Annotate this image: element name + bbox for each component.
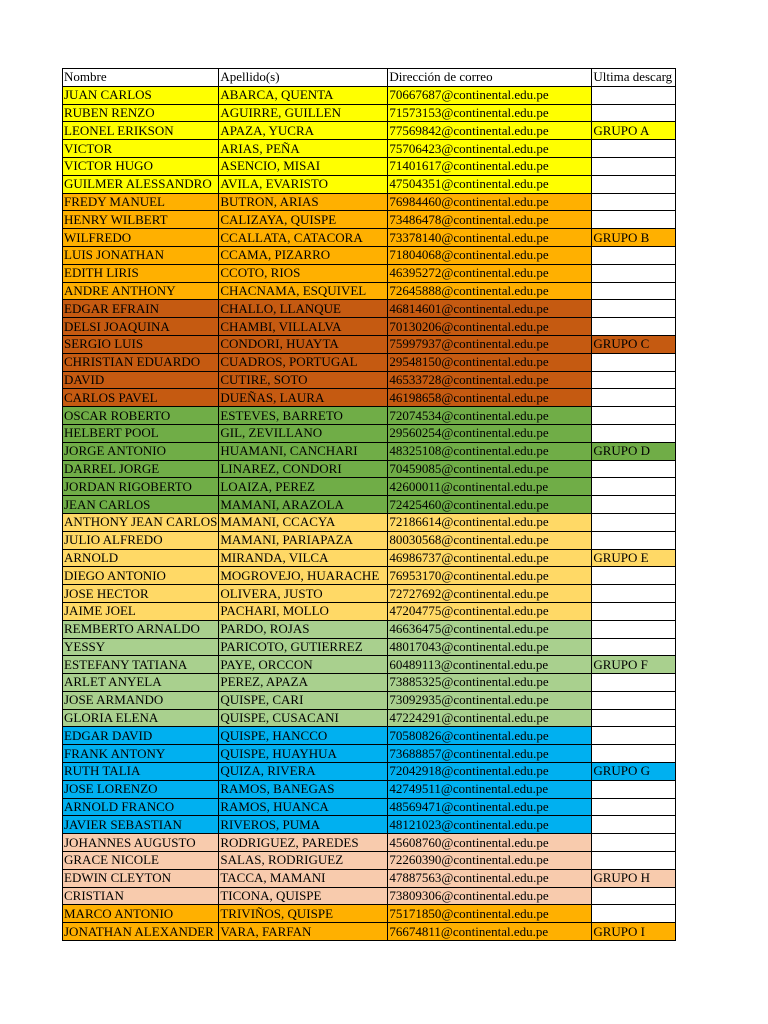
- table-row: [63, 923, 676, 941]
- cell-nombre[interactable]: EDGAR EFRAIN: [63, 300, 219, 318]
- table-row: [63, 193, 676, 211]
- cell-grupo[interactable]: GRUPO F: [592, 656, 676, 674]
- cell-apellido[interactable]: PAYE, ORCCON: [219, 656, 388, 674]
- cell-correo[interactable]: 48569471@continental.edu.pe: [388, 798, 592, 816]
- cell-apellido[interactable]: TRIVIÑOS, QUISPE: [219, 905, 388, 923]
- cell-apellido[interactable]: RAMOS, BANEGAS: [219, 780, 388, 798]
- cell-apellido[interactable]: ARIAS, PEÑA: [219, 140, 388, 158]
- cell-apellido[interactable]: LOAIZA, PEREZ: [219, 478, 388, 496]
- cell-grupo[interactable]: GRUPO I: [592, 923, 676, 941]
- table-row: [63, 905, 676, 923]
- table-row: [63, 834, 676, 852]
- table-row: [63, 549, 676, 567]
- cell-apellido[interactable]: QUISPE, HANCCO: [219, 727, 388, 745]
- cell-grupo[interactable]: [592, 282, 676, 300]
- table-row: [63, 816, 676, 834]
- cell-correo[interactable]: 46636475@continental.edu.pe: [388, 620, 592, 638]
- cell-correo[interactable]: 46395272@continental.edu.pe: [388, 264, 592, 282]
- cell-grupo[interactable]: [592, 585, 676, 603]
- cell-nombre[interactable]: GLORIA ELENA: [63, 709, 219, 727]
- cell-nombre[interactable]: LUIS JONATHAN: [63, 246, 219, 264]
- table-row: [63, 869, 676, 887]
- cell-grupo[interactable]: [592, 193, 676, 211]
- table-row: [63, 478, 676, 496]
- cell-grupo[interactable]: GRUPO C: [592, 335, 676, 353]
- cell-apellido[interactable]: TACCA, MAMANI: [219, 869, 388, 887]
- table-row: [63, 656, 676, 674]
- header-correo[interactable]: Dirección de correo: [388, 69, 592, 87]
- table-body: [63, 86, 676, 940]
- cell-grupo[interactable]: [592, 709, 676, 727]
- cell-nombre[interactable]: JULIO ALFREDO: [63, 531, 219, 549]
- cell-grupo[interactable]: [592, 780, 676, 798]
- table-row: [63, 175, 676, 193]
- cell-nombre[interactable]: GUILMER ALESSANDRO: [63, 175, 219, 193]
- table-row: [63, 140, 676, 158]
- cell-apellido[interactable]: HUAMANI, CANCHARI: [219, 442, 388, 460]
- table-row: [63, 122, 676, 140]
- table-row: [63, 371, 676, 389]
- cell-grupo[interactable]: [592, 478, 676, 496]
- cell-nombre[interactable]: DIEGO ANTONIO: [63, 567, 219, 585]
- table-row: [63, 104, 676, 122]
- cell-correo[interactable]: 72260390@continental.edu.pe: [388, 852, 592, 870]
- cell-nombre[interactable]: JONATHAN ALEXANDER: [63, 923, 219, 941]
- cell-grupo[interactable]: GRUPO D: [592, 442, 676, 460]
- cell-grupo[interactable]: GRUPO A: [592, 122, 676, 140]
- cell-correo[interactable]: 75997937@continental.edu.pe: [388, 335, 592, 353]
- cell-correo[interactable]: 70580826@continental.edu.pe: [388, 727, 592, 745]
- cell-nombre[interactable]: SERGIO LUIS: [63, 335, 219, 353]
- cell-nombre[interactable]: CHRISTIAN EDUARDO: [63, 353, 219, 371]
- header-nombre[interactable]: Nombre: [63, 69, 219, 87]
- cell-correo[interactable]: 29560254@continental.edu.pe: [388, 424, 592, 442]
- cell-nombre[interactable]: EDWIN CLEYTON: [63, 869, 219, 887]
- cell-correo[interactable]: 72425460@continental.edu.pe: [388, 496, 592, 514]
- cell-correo[interactable]: 47504351@continental.edu.pe: [388, 175, 592, 193]
- cell-nombre[interactable]: ANTHONY JEAN CARLOS: [64, 514, 218, 530]
- cell-correo[interactable]: 73378140@continental.edu.pe: [388, 229, 592, 247]
- table-row: [63, 246, 676, 264]
- cell-correo[interactable]: 75171850@continental.edu.pe: [388, 905, 592, 923]
- cell-nombre[interactable]: LEONEL ERIKSON: [63, 122, 219, 140]
- cell-apellido[interactable]: CUTIRE, SOTO: [219, 371, 388, 389]
- cell-grupo[interactable]: [592, 353, 676, 371]
- cell-correo[interactable]: 72042918@continental.edu.pe: [388, 763, 592, 781]
- cell-correo[interactable]: 70459085@continental.edu.pe: [388, 460, 592, 478]
- cell-correo[interactable]: 48121023@continental.edu.pe: [388, 816, 592, 834]
- cell-apellido[interactable]: CUADROS, PORTUGAL: [219, 353, 388, 371]
- cell-correo[interactable]: 48325108@continental.edu.pe: [388, 442, 592, 460]
- table-row: [63, 211, 676, 229]
- cell-correo[interactable]: 72186614@continental.edu.pe: [388, 513, 592, 531]
- cell-apellido[interactable]: MIRANDA, VILCA: [219, 549, 388, 567]
- cell-grupo[interactable]: [592, 674, 676, 692]
- cell-correo[interactable]: 71401617@continental.edu.pe: [388, 157, 592, 175]
- cell-nombre[interactable]: RUTH TALIA: [63, 763, 219, 781]
- cell-apellido[interactable]: QUIZA, RIVERA: [219, 763, 388, 781]
- cell-grupo[interactable]: [592, 798, 676, 816]
- table-row: [63, 674, 676, 692]
- cell-correo[interactable]: 76674811@continental.edu.pe: [388, 923, 592, 941]
- table-row: [63, 460, 676, 478]
- cell-nombre[interactable]: FRANK ANTONY: [63, 745, 219, 763]
- cell-apellido[interactable]: RIVEROS, PUMA: [219, 816, 388, 834]
- cell-nombre[interactable]: RUBEN RENZO: [63, 104, 219, 122]
- table-row: [63, 691, 676, 709]
- cell-nombre[interactable]: JORGE ANTONIO: [63, 442, 219, 460]
- cell-apellido[interactable]: MAMANI, PARIAPAZA: [219, 531, 388, 549]
- cell-apellido[interactable]: GIL, ZEVILLANO: [219, 424, 388, 442]
- cell-apellido[interactable]: MAMANI, ARAZOLA: [219, 496, 388, 514]
- cell-nombre[interactable]: VICTOR: [63, 140, 219, 158]
- cell-apellido[interactable]: CCALLATA, CATACORA: [219, 229, 388, 247]
- cell-apellido[interactable]: RAMOS, HUANCA: [219, 798, 388, 816]
- cell-grupo[interactable]: [592, 211, 676, 229]
- cell-grupo[interactable]: [592, 745, 676, 763]
- cell-nombre[interactable]: CARLOS PAVEL: [63, 389, 219, 407]
- cell-apellido[interactable]: MAMANI, CCACYA: [219, 513, 388, 531]
- cell-apellido[interactable]: ABARCA, QUENTA: [219, 86, 388, 104]
- table-row: [63, 353, 676, 371]
- cell-correo[interactable]: 73688857@continental.edu.pe: [388, 745, 592, 763]
- cell-nombre[interactable]: JAIME JOEL: [63, 602, 219, 620]
- table-row: [63, 798, 676, 816]
- cell-correo[interactable]: 42749511@continental.edu.pe: [388, 780, 592, 798]
- table-row: [63, 513, 676, 531]
- cell-apellido[interactable]: CHACNAMA, ESQUIVEL: [219, 282, 388, 300]
- cell-apellido[interactable]: DUEÑAS, LAURA: [219, 389, 388, 407]
- cell-nombre[interactable]: ARNOLD: [63, 549, 219, 567]
- cell-grupo[interactable]: [592, 531, 676, 549]
- cell-apellido[interactable]: PARDO, ROJAS: [219, 620, 388, 638]
- table-row: [63, 745, 676, 763]
- cell-nombre[interactable]: JEAN CARLOS: [63, 496, 219, 514]
- table-row: [63, 727, 676, 745]
- table-row: [63, 335, 676, 353]
- cell-apellido[interactable]: CHAMBI, VILLALVA: [219, 318, 388, 336]
- cell-correo[interactable]: 47224291@continental.edu.pe: [388, 709, 592, 727]
- cell-nombre[interactable]: EDITH LIRIS: [63, 264, 219, 282]
- cell-nombre[interactable]: EDGAR DAVID: [63, 727, 219, 745]
- cell-grupo[interactable]: [592, 887, 676, 905]
- cell-nombre[interactable]: JORDAN RIGOBERTO: [63, 478, 219, 496]
- table-row: [63, 887, 676, 905]
- cell-apellido[interactable]: AGUIRRE, GUILLEN: [219, 104, 388, 122]
- cell-nombre[interactable]: REMBERTO ARNALDO: [63, 620, 219, 638]
- header-row: [63, 69, 676, 87]
- cell-correo[interactable]: 72074534@continental.edu.pe: [388, 407, 592, 425]
- cell-grupo[interactable]: GRUPO H: [592, 869, 676, 887]
- table-row: [63, 496, 676, 514]
- cell-correo[interactable]: 75706423@continental.edu.pe: [388, 140, 592, 158]
- cell-apellido[interactable]: APAZA, YUCRA: [219, 122, 388, 140]
- cell-apellido[interactable]: BUTRON, ARIAS: [219, 193, 388, 211]
- cell-correo[interactable]: 46533728@continental.edu.pe: [388, 371, 592, 389]
- table-row: [63, 567, 676, 585]
- cell-grupo[interactable]: [592, 816, 676, 834]
- cell-grupo[interactable]: [592, 389, 676, 407]
- table-row: [63, 157, 676, 175]
- table-row: [63, 282, 676, 300]
- cell-correo[interactable]: 47887563@continental.edu.pe: [388, 869, 592, 887]
- cell-apellido[interactable]: TICONA, QUISPE: [219, 887, 388, 905]
- cell-nombre[interactable]: JOHANNES AUGUSTO: [63, 834, 219, 852]
- cell-correo[interactable]: 46198658@continental.edu.pe: [388, 389, 592, 407]
- table-row: [63, 300, 676, 318]
- cell-grupo[interactable]: [592, 407, 676, 425]
- cell-nombre[interactable]: JOSE LORENZO: [63, 780, 219, 798]
- cell-grupo[interactable]: [592, 424, 676, 442]
- cell-grupo[interactable]: [592, 86, 676, 104]
- cell-grupo[interactable]: [592, 834, 676, 852]
- cell-nombre[interactable]: JUAN CARLOS: [63, 86, 219, 104]
- cell-grupo[interactable]: [592, 246, 676, 264]
- cell-apellido[interactable]: CONDORI, HUAYTA: [219, 335, 388, 353]
- header-ultima-descarga[interactable]: Ultima descarg: [592, 69, 676, 87]
- cell-grupo[interactable]: [592, 496, 676, 514]
- cell-grupo[interactable]: [592, 300, 676, 318]
- table-row: [63, 424, 676, 442]
- cell-nombre[interactable]: GRACE NICOLE: [63, 852, 219, 870]
- cell-apellido[interactable]: MOGROVEJO, HUARACHE: [219, 567, 388, 585]
- cell-nombre[interactable]: VICTOR HUGO: [63, 157, 219, 175]
- cell-apellido[interactable]: CHALLO, LLANQUE: [219, 300, 388, 318]
- cell-apellido[interactable]: RODRIGUEZ, PAREDES: [219, 834, 388, 852]
- cell-grupo[interactable]: [592, 905, 676, 923]
- cell-grupo[interactable]: [592, 620, 676, 638]
- cell-nombre[interactable]: JAVIER SEBASTIAN: [63, 816, 219, 834]
- cell-nombre[interactable]: ARLET ANYELA: [63, 674, 219, 692]
- cell-correo[interactable]: 72645888@continental.edu.pe: [388, 282, 592, 300]
- cell-nombre[interactable]: HELBERT POOL: [63, 424, 219, 442]
- table-row: [63, 229, 676, 247]
- cell-correo[interactable]: 71804068@continental.edu.pe: [388, 246, 592, 264]
- cell-grupo[interactable]: [592, 567, 676, 585]
- table-row: [63, 407, 676, 425]
- cell-grupo[interactable]: [592, 157, 676, 175]
- cell-correo[interactable]: 73092935@continental.edu.pe: [388, 691, 592, 709]
- table-row: [63, 852, 676, 870]
- table-row: [63, 620, 676, 638]
- cell-correo[interactable]: 47204775@continental.edu.pe: [388, 602, 592, 620]
- cell-apellido[interactable]: CCAMA, PIZARRO: [219, 246, 388, 264]
- cell-apellido[interactable]: LINAREZ, CONDORI: [219, 460, 388, 478]
- cell-grupo[interactable]: [592, 371, 676, 389]
- cell-apellido[interactable]: PEREZ, APAZA: [219, 674, 388, 692]
- cell-apellido[interactable]: QUISPE, CARI: [219, 691, 388, 709]
- cell-correo[interactable]: 71573153@continental.edu.pe: [388, 104, 592, 122]
- cell-correo[interactable]: 45608760@continental.edu.pe: [388, 834, 592, 852]
- cell-nombre[interactable]: CRISTIAN: [63, 887, 219, 905]
- cell-apellido[interactable]: ESTEVES, BARRETO: [219, 407, 388, 425]
- table-row: [63, 763, 676, 781]
- cell-correo[interactable]: 73486478@continental.edu.pe: [388, 211, 592, 229]
- cell-apellido[interactable]: AVILA, EVARISTO: [219, 175, 388, 193]
- cell-nombre[interactable]: DARREL JORGE: [63, 460, 219, 478]
- cell-grupo[interactable]: GRUPO B: [592, 229, 676, 247]
- cell-apellido[interactable]: CALIZAYA, QUISPE: [219, 211, 388, 229]
- cell-correo[interactable]: 60489113@continental.edu.pe: [388, 656, 592, 674]
- cell-nombre[interactable]: HENRY WILBERT: [63, 211, 219, 229]
- cell-correo[interactable]: 76953170@continental.edu.pe: [388, 567, 592, 585]
- cell-correo[interactable]: 70130206@continental.edu.pe: [388, 318, 592, 336]
- cell-correo[interactable]: 46986737@continental.edu.pe: [388, 549, 592, 567]
- cell-correo[interactable]: 73885325@continental.edu.pe: [388, 674, 592, 692]
- cell-nombre[interactable]: ANDRE ANTHONY: [63, 282, 219, 300]
- table-row: [63, 709, 676, 727]
- table-row: [63, 602, 676, 620]
- cell-correo[interactable]: 80030568@continental.edu.pe: [388, 531, 592, 549]
- table-row: [63, 318, 676, 336]
- cell-grupo[interactable]: [592, 727, 676, 745]
- cell-grupo[interactable]: [592, 691, 676, 709]
- cell-nombre[interactable]: JOSE HECTOR: [63, 585, 219, 603]
- cell-correo[interactable]: 77569842@continental.edu.pe: [388, 122, 592, 140]
- header-apellido[interactable]: Apellido(s): [219, 69, 388, 87]
- table-row: [63, 442, 676, 460]
- cell-correo[interactable]: 76984460@continental.edu.pe: [388, 193, 592, 211]
- cell-nombre[interactable]: JOSE ARMANDO: [63, 691, 219, 709]
- table-row: [63, 780, 676, 798]
- cell-grupo[interactable]: GRUPO E: [592, 549, 676, 567]
- table-row: [63, 531, 676, 549]
- table-row: [63, 638, 676, 656]
- cell-correo[interactable]: 48017043@continental.edu.pe: [388, 638, 592, 656]
- cell-correo[interactable]: 42600011@continental.edu.pe: [388, 478, 592, 496]
- cell-nombre[interactable]: YESSY: [63, 638, 219, 656]
- cell-nombre[interactable]: WILFREDO: [63, 229, 219, 247]
- cell-grupo[interactable]: [592, 264, 676, 282]
- cell-apellido[interactable]: SALAS, RODRIGUEZ: [219, 852, 388, 870]
- cell-apellido[interactable]: ASENCIO, MISAI: [219, 157, 388, 175]
- cell-apellido[interactable]: QUISPE, CUSACANI: [219, 709, 388, 727]
- cell-grupo[interactable]: [592, 513, 676, 531]
- cell-grupo[interactable]: [592, 318, 676, 336]
- cell-nombre[interactable]: OSCAR ROBERTO: [63, 407, 219, 425]
- cell-correo[interactable]: 46814601@continental.edu.pe: [388, 300, 592, 318]
- cell-apellido[interactable]: CCOTO, RIOS: [219, 264, 388, 282]
- cell-correo[interactable]: 70667687@continental.edu.pe: [388, 86, 592, 104]
- cell-apellido[interactable]: OLIVERA, JUSTO: [219, 585, 388, 603]
- cell-grupo[interactable]: GRUPO G: [592, 763, 676, 781]
- cell-grupo[interactable]: [592, 638, 676, 656]
- table-row: [63, 585, 676, 603]
- cell-correo[interactable]: 73809306@continental.edu.pe: [388, 887, 592, 905]
- table-row: [63, 264, 676, 282]
- cell-nombre[interactable]: DELSI JOAQUINA: [63, 318, 219, 336]
- cell-nombre[interactable]: DAVID: [63, 371, 219, 389]
- cell-grupo[interactable]: [592, 852, 676, 870]
- cell-grupo[interactable]: [592, 104, 676, 122]
- cell-correo[interactable]: 72727692@continental.edu.pe: [388, 585, 592, 603]
- cell-correo[interactable]: 29548150@continental.edu.pe: [388, 353, 592, 371]
- cell-nombre[interactable]: MARCO ANTONIO: [63, 905, 219, 923]
- cell-nombre[interactable]: FREDY MANUEL: [63, 193, 219, 211]
- cell-apellido[interactable]: PACHARI, MOLLO: [219, 602, 388, 620]
- cell-grupo[interactable]: [592, 602, 676, 620]
- cell-grupo[interactable]: [592, 140, 676, 158]
- table-row: [63, 389, 676, 407]
- cell-apellido[interactable]: PARICOTO, GUTIERREZ: [219, 638, 388, 656]
- cell-apellido[interactable]: QUISPE, HUAYHUA: [219, 745, 388, 763]
- cell-apellido[interactable]: VARA, FARFAN: [219, 923, 388, 941]
- cell-nombre[interactable]: ESTEFANY TATIANA: [63, 656, 219, 674]
- cell-nombre[interactable]: ARNOLD FRANCO: [63, 798, 219, 816]
- table-row: [63, 86, 676, 104]
- cell-grupo[interactable]: [592, 175, 676, 193]
- cell-grupo[interactable]: [592, 460, 676, 478]
- student-table: [62, 68, 676, 941]
